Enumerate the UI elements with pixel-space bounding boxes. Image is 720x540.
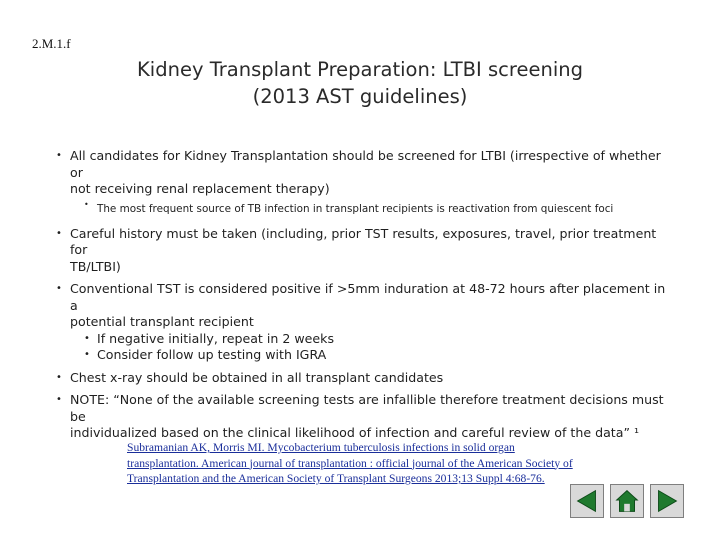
page-title [100,56,620,110]
bullet-text: Conventional TST is considered positive if >5mm induration at 48-72 hours after placement in a [70,281,666,313]
nav-back-icon [571,485,603,517]
bullet-text: individualized based on the clinical likelihood of infection and careful review of the data” ¹ [70,425,640,440]
reference-link[interactable] [127,440,597,487]
bullet-item [56,392,668,442]
sub-bullet-item [70,198,668,220]
nav-forward-button[interactable] [650,484,684,518]
sub-bullet-text: If negative initially, repeat in 2 weeks [97,330,335,346]
title-line-2: (2013 AST guidelines) [252,85,468,108]
bullet-text: Careful history must be taken (including, prior TST results, exposures, travel, prior treatment for [70,225,657,257]
nav-forward-icon [651,485,683,517]
bullet-text: NOTE: “None of the available screening tests are infallible therefore treatment decisions must be [70,392,664,424]
title-line-1: Kidney Transplant Preparation: LTBI screening [137,58,583,81]
bullet-text: TB/LTBI) [70,258,121,274]
bullet-list [56,148,668,448]
bullet-item [56,370,668,387]
bullet-dot: • [56,371,62,383]
bullet-item [56,148,668,220]
bullet-dot: • [84,332,90,344]
bullet-text: not receiving renal replacement therapy) [70,181,330,196]
reference-line: Subramanian AK, Morris MI. Mycobacterium tuberculosis infections in solid organ [127,441,515,454]
nav-home-icon [611,485,643,517]
nav-back-button[interactable] [570,484,604,518]
slide-id: 2.M.1.f [32,36,71,51]
sub-bullet-text: The most frequent source of TB infection in transplant recipients is reactivation from quiescent foci [97,202,614,215]
bullet-dot: • [56,394,62,405]
bullet-text: Chest x-ray should be obtained in all transplant candidates [70,369,444,385]
reference-line: transplantation. American journal of transplantation : official journal of the American Society of [127,456,573,470]
bullet-dot: • [84,349,90,360]
bullet-dot: • [56,227,62,239]
bullet-item [56,226,668,276]
sub-bullet-item [70,331,668,348]
bullet-dot: • [56,283,62,294]
bullet-dot: • [84,199,89,209]
bullet-dot: • [56,150,62,161]
sub-bullet-text: Consider follow up testing with IGRA [97,347,327,362]
nav-home-button[interactable] [610,484,644,518]
bullet-text: All candidates for Kidney Transplantation should be screened for LTBI (irrespective of whether or [70,148,661,180]
sub-bullet-item [70,347,668,364]
bullet-text: potential transplant recipient [70,314,254,329]
bullet-item [56,281,668,364]
reference-line: Transplantation and the American Society of Transplant Surgeons 2013;13 Suppl 4:68-76. [127,472,545,485]
